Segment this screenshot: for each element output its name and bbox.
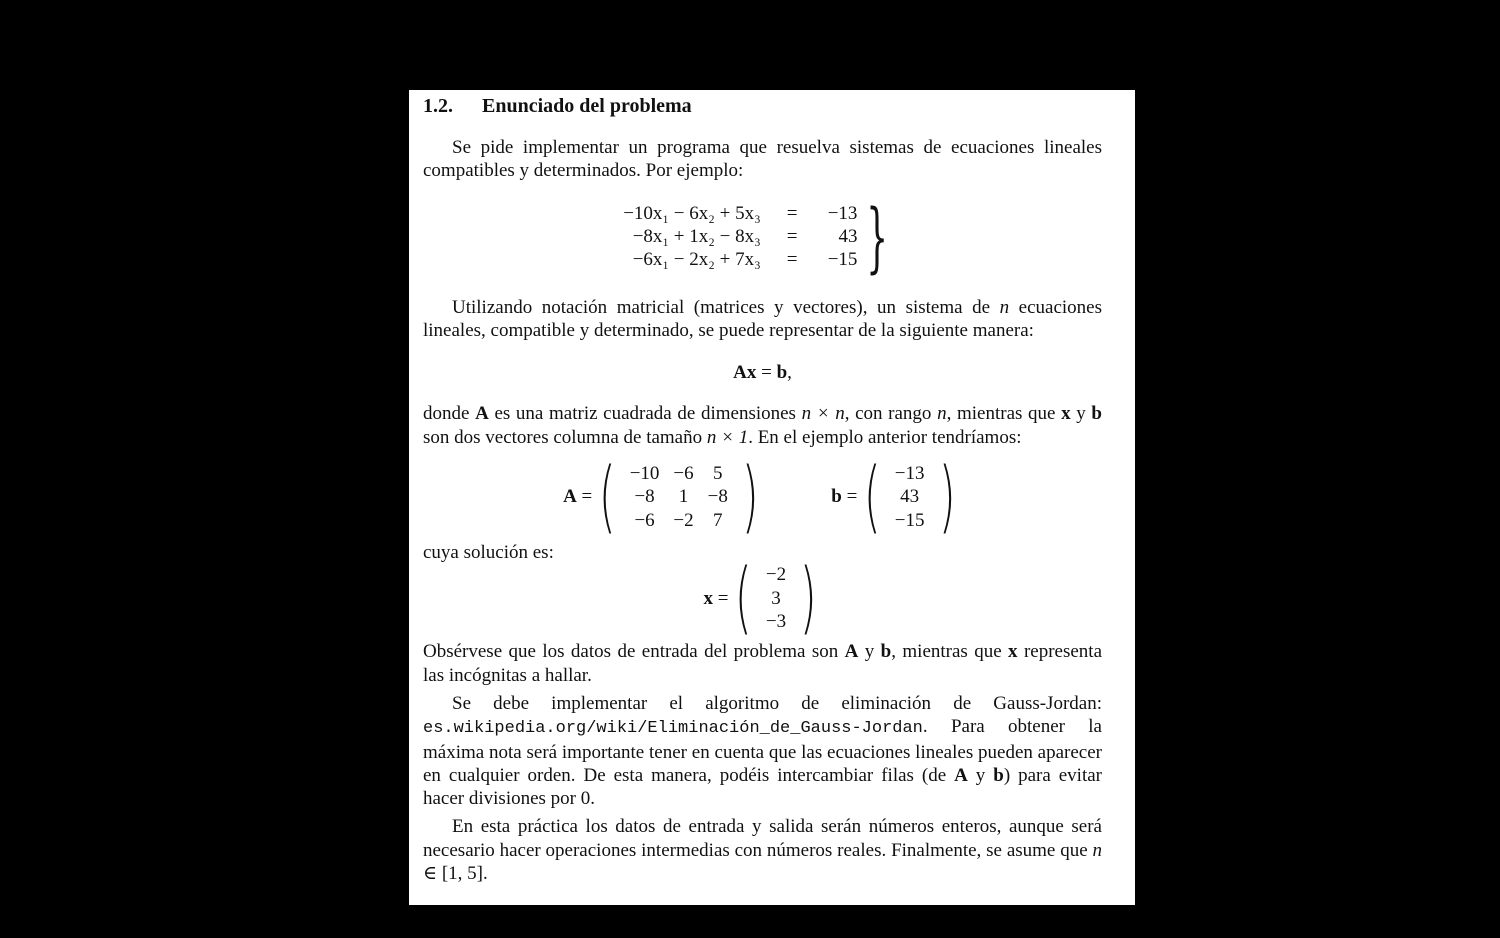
equation-lhs: −8x₁ + 1x₂ − 8x₃ bbox=[632, 225, 761, 247]
matrix-row: −15 bbox=[894, 509, 925, 531]
var-n: n bbox=[999, 296, 1010, 318]
vector-b-table bbox=[888, 462, 932, 532]
vector-x-symbol: x bbox=[746, 362, 757, 384]
equation-row bbox=[623, 225, 857, 248]
equation-rhs: −15 bbox=[827, 249, 858, 271]
matrix-row: 3 bbox=[771, 587, 781, 609]
right-paren: ) bbox=[938, 452, 956, 543]
matrix-row: −13 bbox=[894, 463, 925, 485]
equation-equals: = bbox=[786, 249, 798, 271]
wikipedia-link[interactable]: es.wikipedia.org/wiki/Eliminación_de_Gauss-Jordan bbox=[423, 719, 923, 739]
left-paren: ( bbox=[735, 553, 753, 644]
matrix-row: −10 −6 5 bbox=[629, 463, 723, 485]
equation-system-table bbox=[623, 202, 857, 272]
paragraph-intro: Se pide implementar un programa que resuelva sistemas de ecuaciones lineales compatibles y determinados. Por ejemplo: bbox=[423, 137, 1102, 182]
matrix-A bbox=[563, 452, 765, 543]
paragraph-notation: Utilizando notación matricial (matrices y vectores), un sistema de n ecuaciones lineales, compatible y determinado, se puede representar de la siguiente manera: bbox=[423, 296, 1102, 341]
equation-row bbox=[623, 248, 857, 271]
equation-equals: = bbox=[786, 202, 798, 224]
equation-rhs: 43 bbox=[838, 225, 858, 247]
equation-equals: = bbox=[786, 225, 798, 247]
vector-x-table bbox=[759, 563, 793, 633]
equation-lhs: −6x₁ − 2x₂ + 7x₃ bbox=[632, 249, 761, 271]
section-heading bbox=[423, 93, 1102, 119]
vector-x-label: x = bbox=[703, 587, 729, 609]
vector-b bbox=[831, 452, 962, 543]
section-number: 1.2. bbox=[423, 95, 453, 117]
right-paren: ) bbox=[741, 452, 759, 543]
matrix-A-label: A = bbox=[563, 486, 593, 508]
left-paren: ( bbox=[864, 452, 881, 543]
vector-x bbox=[703, 553, 823, 644]
equation-ax-b: Ax = b, bbox=[733, 362, 792, 384]
matrices-row bbox=[423, 452, 1102, 543]
matrix-row: −2 bbox=[765, 564, 787, 586]
matrix-row: −3 bbox=[765, 611, 787, 633]
right-brace: } bbox=[866, 191, 889, 281]
matrix-row: −8 1 −8 bbox=[634, 486, 728, 508]
document-page bbox=[409, 90, 1135, 905]
paragraph-data-types: En esta práctica los datos de entrada y salida serán números enteros, aunque será necesario hacer operaciones intermedias con números reales. Finalmente, se asume que n ∈ [1, 5]. bbox=[423, 816, 1102, 885]
equation-row bbox=[623, 202, 857, 225]
right-paren: ) bbox=[799, 553, 817, 644]
equation-lhs: −10x₁ − 6x₂ + 5x₃ bbox=[623, 202, 761, 224]
matrix-A-symbol: A bbox=[733, 362, 747, 384]
equation-system bbox=[423, 191, 1102, 281]
section-title: Enunciado del problema bbox=[482, 95, 692, 117]
paragraph-observation: Obsérvese que los datos de entrada del problema son A y b, mientras que x representa las incógnitas a hallar. bbox=[423, 641, 1103, 686]
left-paren: ( bbox=[599, 452, 616, 543]
matrix-row: 43 bbox=[900, 486, 920, 508]
paragraph-solution-intro: cuya solución es: bbox=[423, 542, 554, 564]
vector-b-symbol: b bbox=[776, 362, 788, 384]
vector-b-label: b = bbox=[831, 486, 858, 508]
paragraph-algorithm: Se debe implementar el algoritmo de eliminación de Gauss-Jordan: es.wikipedia.org/wiki/Eliminación_de_Gauss-Jordan. Para obtener la máxima nota será importante tener en cuenta que las ecuaciones lineales pueden aparecer en cualquier orden. De esta manera, podéis intercambiar filas (de A y b) para evitar hacer divisiones por 0. bbox=[423, 692, 1102, 810]
matrix-row: −6 −2 7 bbox=[634, 509, 723, 531]
paragraph-definitions: donde A es una matriz cuadrada de dimensiones n × n, con rango n, mientras que x y b son dos vectores columna de tamaño n × 1. En el ejemplo anterior tendríamos: bbox=[423, 403, 1102, 448]
equation-rhs: −13 bbox=[827, 202, 858, 224]
matrix-A-table bbox=[623, 462, 735, 532]
